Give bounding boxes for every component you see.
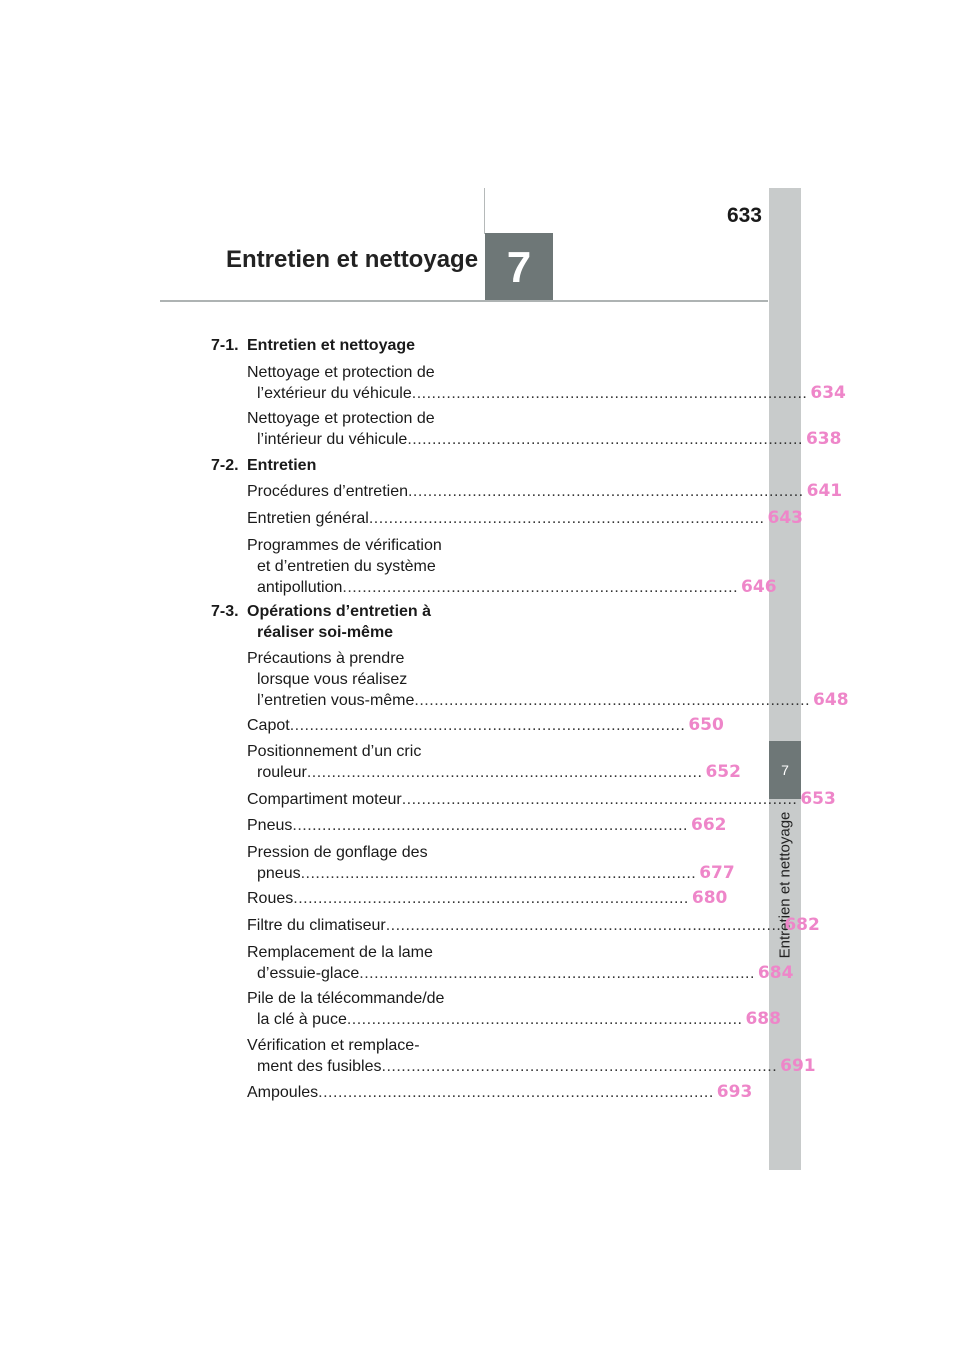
page-link[interactable]: 643 bbox=[767, 508, 803, 528]
page-link[interactable]: 648 bbox=[813, 690, 849, 710]
page-number: 633 bbox=[726, 204, 762, 227]
toc-entry[interactable] bbox=[247, 715, 724, 736]
dot-leader: ................................................................................ bbox=[368, 510, 765, 527]
entry-line: l’extérieur du véhicule bbox=[257, 385, 412, 402]
entry-line: Entretien général bbox=[247, 510, 369, 527]
toc-entry[interactable] bbox=[247, 842, 735, 884]
entry-line: l’intérieur du véhicule bbox=[257, 431, 408, 448]
dot-leader: ................................................................................ bbox=[289, 717, 686, 734]
toc-entry[interactable] bbox=[247, 362, 846, 404]
toc-entry[interactable] bbox=[247, 1035, 816, 1077]
entry-line: Nettoyage et protection de bbox=[247, 410, 435, 427]
entry-line: Précautions à prendre bbox=[247, 650, 405, 667]
entry-line: ment des fusibles bbox=[257, 1058, 382, 1075]
dot-leader: ................................................................................ bbox=[292, 817, 688, 834]
toc-entry[interactable] bbox=[247, 648, 849, 711]
page-link[interactable]: 650 bbox=[688, 715, 724, 735]
toc-entry[interactable] bbox=[247, 481, 843, 502]
page-link[interactable]: 634 bbox=[810, 383, 846, 403]
dot-leader: ................................................................................ bbox=[306, 764, 703, 781]
dot-leader: ................................................................................ bbox=[401, 791, 798, 808]
page-link[interactable]: 638 bbox=[805, 429, 842, 449]
toc-entry[interactable] bbox=[247, 988, 781, 1030]
dot-leader: ................................................................................ bbox=[318, 1084, 714, 1101]
entry-line: Capot bbox=[247, 717, 290, 734]
entry-line: Ampoules bbox=[247, 1084, 319, 1101]
page-link[interactable]: 646 bbox=[741, 577, 777, 597]
section-title: Entretien bbox=[247, 457, 317, 474]
entry-line: d’essuie-glace bbox=[257, 965, 360, 982]
toc-entry[interactable] bbox=[247, 535, 777, 598]
entry-line: Remplacement de la lame bbox=[247, 944, 433, 961]
toc-entry[interactable] bbox=[247, 408, 842, 450]
entry-line: l’entretien vous-même bbox=[257, 692, 415, 709]
dot-leader: ................................................................................ bbox=[381, 1058, 778, 1075]
entry-line: Programmes de vérification bbox=[247, 537, 442, 554]
dot-leader: ................................................................................ bbox=[342, 579, 739, 596]
side-chapter-tab[interactable]: 7 bbox=[769, 741, 801, 799]
side-chapter-label: Entretien et nettoyage bbox=[776, 811, 794, 959]
toc-entry[interactable] bbox=[247, 888, 728, 909]
entry-line: la clé à puce bbox=[257, 1011, 347, 1028]
entry-line: et d’entretien du système bbox=[257, 558, 436, 575]
toc-entry[interactable] bbox=[247, 1082, 753, 1103]
section-number: 7-1. bbox=[211, 337, 239, 354]
dot-leader: ................................................................................ bbox=[346, 1011, 743, 1028]
entry-line: lorsque vous réalisez bbox=[257, 671, 408, 688]
dot-leader: ................................................................................ bbox=[414, 692, 811, 709]
page-link[interactable]: 680 bbox=[691, 888, 728, 908]
entry-line: Compartiment moteur bbox=[247, 791, 402, 808]
section-number: 7-3. bbox=[211, 603, 239, 620]
page-link[interactable]: 652 bbox=[705, 762, 741, 782]
page-link[interactable]: 677 bbox=[699, 863, 735, 883]
toc-section-7-2 bbox=[211, 455, 316, 476]
toc-entry[interactable] bbox=[247, 915, 820, 936]
page-link[interactable]: 682 bbox=[784, 915, 820, 935]
page-link[interactable]: 693 bbox=[716, 1082, 753, 1102]
section-title: Entretien et nettoyage bbox=[247, 337, 416, 354]
chapter-number-box: 7 bbox=[485, 233, 553, 301]
page-link[interactable]: 684 bbox=[757, 963, 794, 983]
entry-line: Vérification et remplace- bbox=[247, 1037, 420, 1054]
page-link[interactable]: 653 bbox=[800, 789, 836, 809]
entry-line: Pile de la télécommande/de bbox=[247, 990, 445, 1007]
chapter-title: Entretien et nettoyage bbox=[226, 246, 479, 273]
page-link[interactable]: 662 bbox=[691, 815, 727, 835]
page-link[interactable]: 688 bbox=[745, 1009, 781, 1029]
section-title: Opérations d’entretien à bbox=[247, 603, 432, 620]
toc-entry[interactable] bbox=[247, 789, 836, 810]
entry-line: Pneus bbox=[247, 817, 293, 834]
entry-line: Roues bbox=[247, 890, 294, 907]
dot-leader: ................................................................................ bbox=[359, 965, 755, 982]
dot-leader: ................................................................................ bbox=[385, 917, 782, 934]
toc-section-7-1 bbox=[211, 335, 415, 356]
dot-leader: ................................................................................ bbox=[407, 431, 803, 448]
dot-leader: ................................................................................ bbox=[300, 865, 697, 882]
section-title-continued: réaliser soi-même bbox=[257, 624, 394, 641]
entry-line: rouleur bbox=[257, 764, 307, 781]
entry-line: Pression de gonflage des bbox=[247, 844, 428, 861]
toc-entry[interactable] bbox=[247, 741, 741, 783]
page-link[interactable]: 641 bbox=[806, 481, 843, 501]
entry-line: Positionnement d’un cric bbox=[247, 743, 422, 760]
entry-line: Nettoyage et protection de bbox=[247, 364, 435, 381]
entry-line: pneus bbox=[257, 865, 301, 882]
toc-entry[interactable] bbox=[247, 942, 794, 984]
toc-section-7-3 bbox=[211, 601, 431, 643]
entry-line: Procédures d’entretien bbox=[247, 483, 408, 500]
toc-entry[interactable] bbox=[247, 815, 727, 836]
dot-leader: ................................................................................ bbox=[293, 890, 689, 907]
dot-leader: ................................................................................ bbox=[411, 385, 808, 402]
dot-leader: ................................................................................ bbox=[407, 483, 804, 500]
toc-entry[interactable] bbox=[247, 508, 803, 529]
entry-line: antipollution bbox=[257, 579, 343, 596]
section-number: 7-2. bbox=[211, 457, 239, 474]
entry-line: Filtre du climatiseur bbox=[247, 917, 386, 934]
page-link[interactable]: 691 bbox=[780, 1056, 816, 1076]
